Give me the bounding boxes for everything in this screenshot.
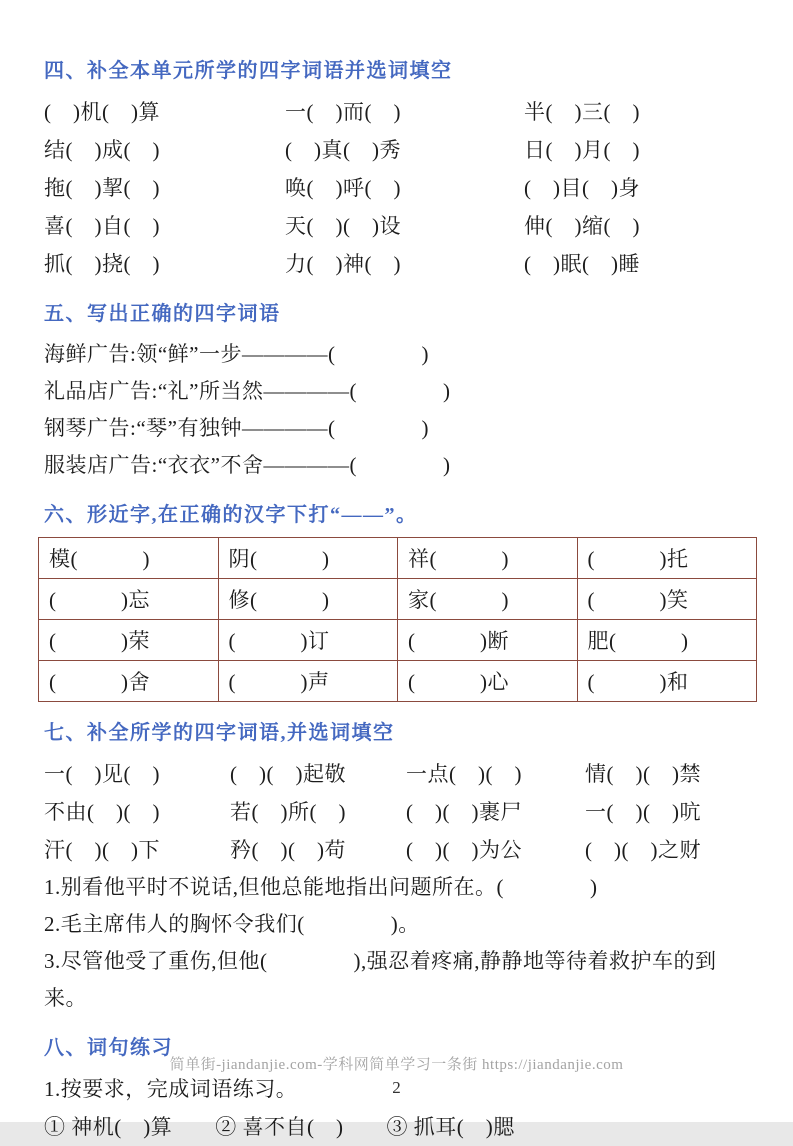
section-5-heading: 五、写出正确的四字词语 xyxy=(44,303,281,325)
page-footer xyxy=(0,1053,793,1098)
table-cell: ( )忘 xyxy=(39,579,219,620)
table-cell: ( )订 xyxy=(218,620,398,661)
idiom-blank: ( )( )之财 xyxy=(585,838,701,862)
section-6 xyxy=(44,498,757,702)
idiom-blank: 抓( )挠( ) xyxy=(44,252,160,276)
idiom-blank: ( )真( )秀 xyxy=(285,138,401,162)
idiom-blank: 伸( )缩( ) xyxy=(524,214,640,238)
idiom-blank: 拖( )挈( ) xyxy=(44,176,160,200)
table-cell: 祥( ) xyxy=(398,538,578,579)
ad-line: 钢琴广告:“琴”有独钟————( ) xyxy=(44,416,429,440)
table-cell: 阴( ) xyxy=(218,538,398,579)
section-7-heading: 七、补全所学的四字词语,并选词填空 xyxy=(44,722,395,744)
exercise-instruction: 1.按要求，完成词语练习。 xyxy=(44,1077,298,1101)
table-cell: ( )笑 xyxy=(577,579,757,620)
fill-sentence: 1.别看他平时不说话,但他总能地指出问题所在。( ) xyxy=(44,875,598,899)
table-cell: ( )和 xyxy=(577,661,757,702)
idiom-blank: 半( )三( ) xyxy=(524,100,640,124)
idiom-blank: 汗( )( )下 xyxy=(44,838,160,862)
idiom-blank: ( )机( )算 xyxy=(44,100,160,124)
section-4-heading: 四、补全本单元所学的四字词语并选词填空 xyxy=(44,60,453,82)
table-row xyxy=(39,538,757,579)
fill-sentence: 2.毛主席伟人的胸怀令我们( )。 xyxy=(44,912,420,936)
idiom-blank: 天( )( )设 xyxy=(285,214,401,238)
idiom-row xyxy=(44,93,757,131)
table-cell: ( )舍 xyxy=(39,661,219,702)
idiom-blank: 结( )成( ) xyxy=(44,138,160,162)
section-4 xyxy=(44,54,757,283)
idiom-row xyxy=(44,831,757,869)
idiom-row xyxy=(44,207,757,245)
idiom-blank: 一( )( )吭 xyxy=(585,800,701,824)
table-cell: ( )断 xyxy=(398,620,578,661)
table-cell: ( )托 xyxy=(577,538,757,579)
idiom-blank: 若( )所( ) xyxy=(230,800,346,824)
page-number: 2 xyxy=(392,1078,401,1097)
idiom-blank: ( )( )裹尸 xyxy=(406,800,522,824)
section-8-heading: 八、词句练习 xyxy=(44,1037,173,1059)
table-cell: 肥( ) xyxy=(577,620,757,661)
table-cell: 模( ) xyxy=(39,538,219,579)
exercise-items: ① 神机( )算 ② 喜不自( ) ③ 抓耳( )腮 xyxy=(44,1115,515,1139)
ad-line: 礼品店广告:“礼”所当然————( ) xyxy=(44,379,451,403)
idiom-blank: 不由( )( ) xyxy=(44,800,160,824)
table-row xyxy=(39,661,757,702)
footer-watermark: 简单街-jiandanjie.com-学科网简单学习一条街 https://jiandanjie.com xyxy=(169,1057,624,1073)
idiom-blank: ( )( )起敬 xyxy=(230,762,346,786)
table-cell: 修( ) xyxy=(218,579,398,620)
idiom-blank: 唤( )呼( ) xyxy=(285,176,401,200)
idiom-row xyxy=(44,131,757,169)
idiom-blank: 矜( )( )苟 xyxy=(230,838,346,862)
xingjinzi-table xyxy=(38,537,757,702)
idiom-blank: 一( )而( ) xyxy=(285,100,401,124)
table-cell: 家( ) xyxy=(398,579,578,620)
ad-line: 海鲜广告:领“鲜”一步————( ) xyxy=(44,342,429,366)
ad-line: 服装店广告:“衣衣”不舍————( ) xyxy=(44,453,451,477)
idiom-blank: 喜( )自( ) xyxy=(44,214,160,238)
section-7 xyxy=(44,716,757,1017)
idiom-blank: ( )目( )身 xyxy=(524,176,640,200)
fill-sentence: 3.尽管他受了重伤,但他( ),强忍着疼痛,静静地等待着救护车的到来。 xyxy=(44,949,717,1010)
table-row xyxy=(39,620,757,661)
idiom-blank: 一点( )( ) xyxy=(406,762,522,786)
idiom-row xyxy=(44,755,757,793)
idiom-blank: 日( )月( ) xyxy=(524,138,640,162)
section-5 xyxy=(44,297,757,484)
idiom-blank: 力( )神( ) xyxy=(285,252,401,276)
idiom-blank: ( )( )为公 xyxy=(406,838,522,862)
section-6-heading: 六、形近字,在正确的汉字下打“——”。 xyxy=(44,504,418,526)
idiom-blank: ( )眠( )睡 xyxy=(524,252,640,276)
table-cell: ( )声 xyxy=(218,661,398,702)
table-cell: ( )心 xyxy=(398,661,578,702)
idiom-row xyxy=(44,245,757,283)
table-cell: ( )荣 xyxy=(39,620,219,661)
idiom-row xyxy=(44,793,757,831)
table-row xyxy=(39,579,757,620)
idiom-blank: 情( )( )禁 xyxy=(585,762,701,786)
idiom-row xyxy=(44,169,757,207)
idiom-blank: 一( )见( ) xyxy=(44,762,160,786)
